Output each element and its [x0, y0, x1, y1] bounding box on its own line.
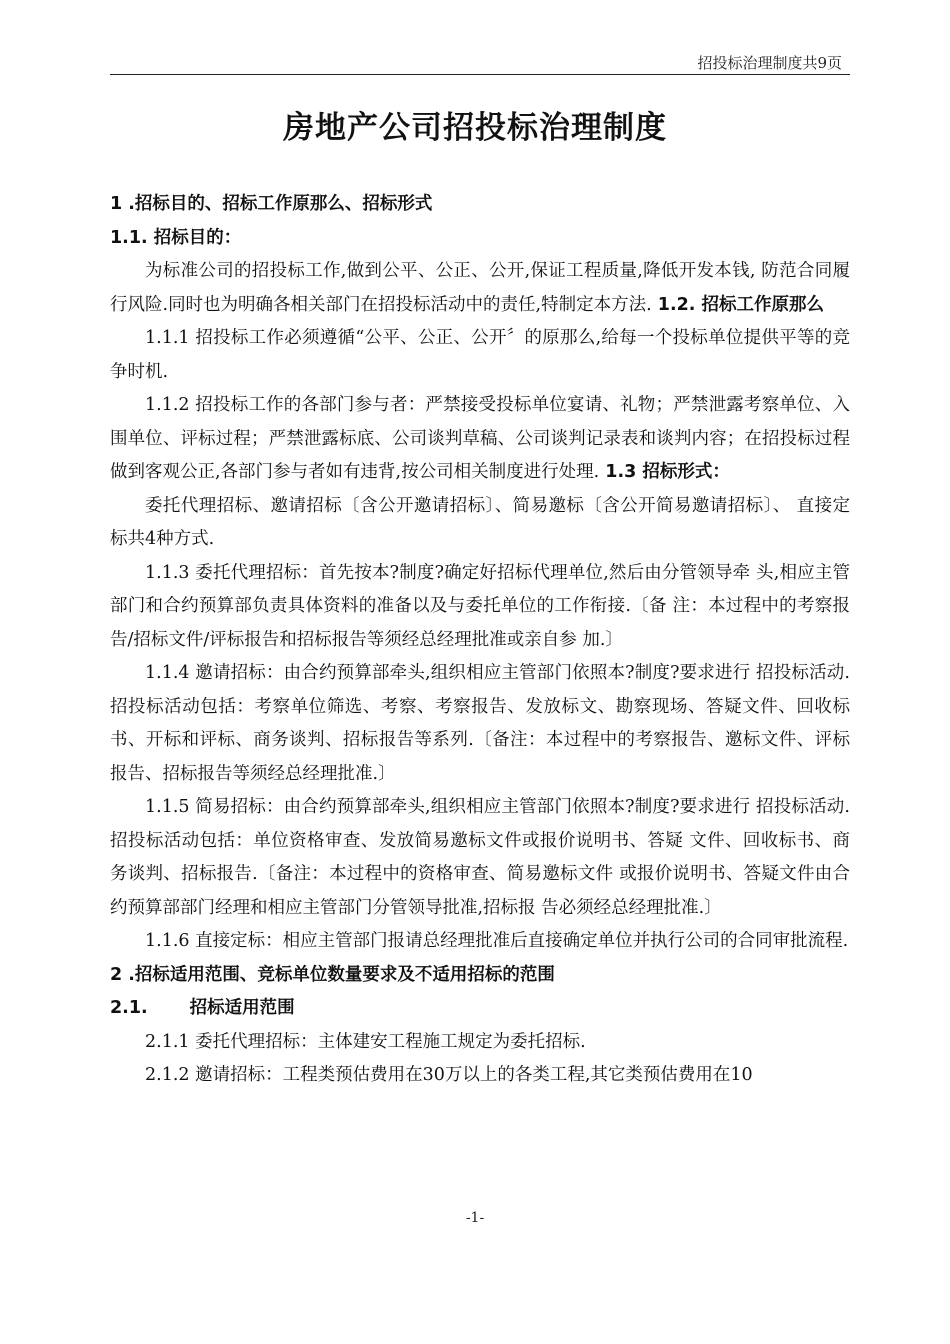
document-title: 房地产公司招投标治理制度 [283, 110, 667, 146]
section-1-2-heading: 1.2. 招标工作原那么 [651, 294, 825, 315]
paragraph-1-1-4: 1.1.4 邀请招标：由合约预算部牵头,组织相应主管部门依照本?制度?要求进行 招投标活动.招投标活动包括：考察单位筛选、考察、考察报告、发放标文、勘察现场、答疑文件、回收标书、开标和评标、商务谈判、招标报告等系列.〔备注：本过程中的考察报告、邀标文件、评标报告、招标报告等须经总经理批准.〕 [110, 663, 850, 784]
paragraph-methods: 委托代理招标、邀请招标〔含公开邀请招标〕、简易邀标〔含公开简易邀请招标〕、 直接定标共4种方式. [110, 495, 850, 549]
page-number: -1- [465, 1210, 485, 1226]
paragraph-1-1-3: 1.1.3 委托代理招标：首先按本?制度?确定好招标代理单位,然后由分管领导牵 头,相应主管部门和合约预算部负责具体资料的准备以及与委托单位的工作衔接.〔备 注：本过程中的考察报告/招标文件/评标报告和招标报告等须经总经理批准或亲自参 加.〕 [110, 562, 850, 650]
section-1-heading: 1 .招标目的、招标工作原那么、招标形式 [110, 194, 433, 214]
header-text: 招投标治理制度共9页 [697, 54, 842, 72]
paragraph-purpose-text: 为标准公司的招投标工作,做到公平、公正、公开,保证工程质量,降低开发本钱, 防范合同履行风险.同时也为明确各相关部门在招投标活动中的责任,特制定本方法. [110, 261, 850, 315]
section-2-1-label: 招标适用范围 [189, 998, 295, 1018]
paragraph-1-1-2-text: 1.1.2 招投标工作的各部门参与者：严禁接受投标单位宴请、礼物；严禁泄露考察单位、入围单位、评标过程；严禁泄露标底、公司谈判草稿、公司谈判记录表和谈判内容；在招投标过程做到客观公正,各部门参与者如有违背,按公司相关制度进行处理. [110, 395, 850, 482]
section-1-1-heading: 1.1. 招标目的： [110, 227, 242, 248]
paragraph-1-1-1: 1.1.1 招投标工作必须遵循“公平、公正、公开〞的原那么,给每一个投标单位提供平等的竞争时机. [110, 328, 850, 382]
paragraph-1-1-2 [110, 389, 850, 490]
paragraph-2-1-2: 2.1.2 邀请招标：工程类预估费用在30万以上的各类工程,其它类预估费用在10 [145, 1065, 753, 1085]
paragraph-2-1-1: 2.1.1 委托代理招标：主体建安工程施工规定为委托招标. [145, 1031, 586, 1052]
paragraph-1-1-6: 1.1.6 直接定标：相应主管部门报请总经理批准后直接确定单位并执行公司的合同审批流程. [145, 931, 849, 951]
document-body [110, 188, 850, 1093]
section-2-1-heading [110, 992, 850, 1026]
page-header [110, 50, 850, 75]
paragraph-1-1-5: 1.1.5 简易招标：由合约预算部牵头,组织相应主管部门依照本?制度?要求进行 招投标活动.招投标活动包括：单位资格审查、发放简易邀标文件或报价说明书、答疑 文件、回收标书、商务谈判、招标报告.〔备注：本过程中的资格审查、简易邀标文件 或报价说明书、答疑文件由合约预算部部门经理和相应主管部门分管领导批准,招标报 告必须经总经理批准.〕 [110, 797, 850, 918]
section-1-3-heading: 1.3 招标形式： [599, 462, 730, 482]
paragraph-purpose [110, 255, 850, 322]
section-2-1-number: 2.1. [110, 998, 148, 1018]
section-2-heading: 2 .招标适用范围、竞标单位数量要求及不适用招标的范围 [110, 964, 555, 985]
